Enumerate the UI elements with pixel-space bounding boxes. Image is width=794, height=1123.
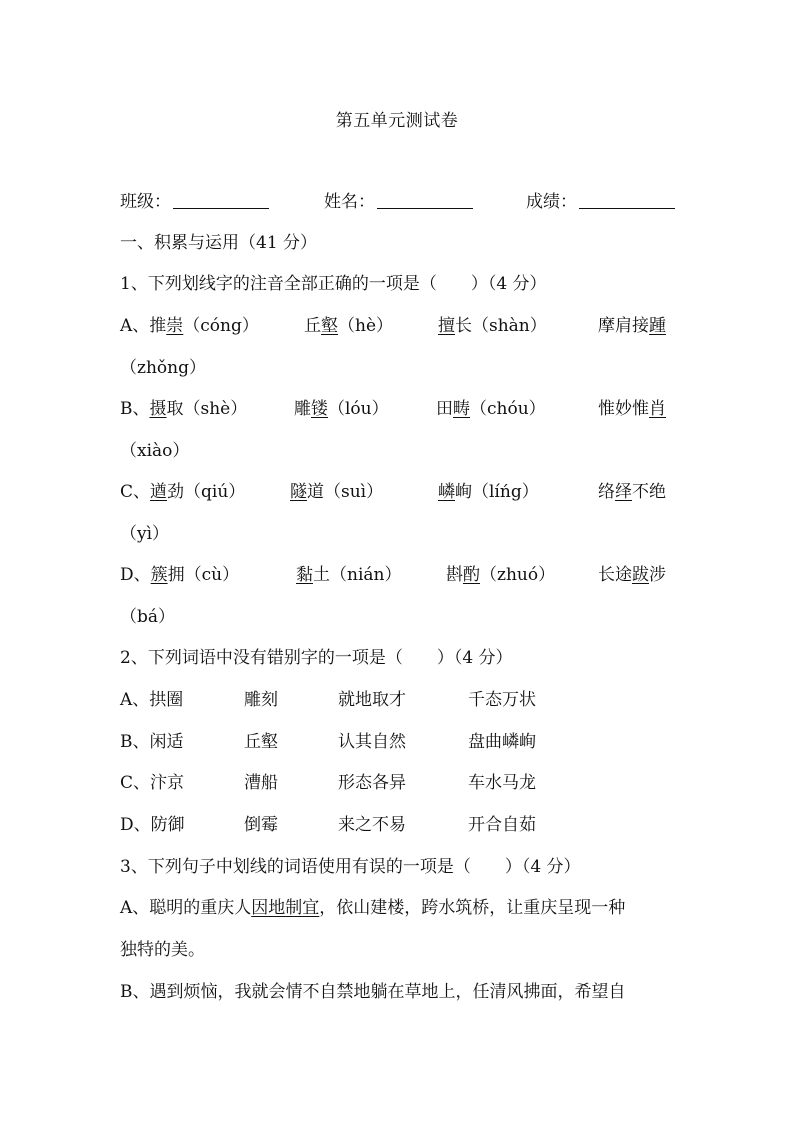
test-paper-page: 第五单元测试卷 班级： 姓名： 成绩： 一、积累与运用（41 分） 1、下列划线字的注音全部正确的一项是（ ）（4 分） A、推崇（cóng） 丘壑（hè） 擅长（shàn） 摩肩接踵 （zhǒng） B、摄取（shè） 雕镂（lóu） 田畴（chóu） 惟妙惟肖 （xiào） C、遒劲（qiú） 隧道（suì） 嶙峋（líńg） 络绎不绝 （yì） D、簇拥（cù） 黏土（nián） 斟酌（zhuó） 长途跋涉 （bá） 2、下列词语中没有错别字的一项是（ ）（4 分） A、拱圈 雕刻 就地取才 千态万状 B、闲适 丘壑 认其自然 盘曲嶙峋 C、汴京 漕船 形态各异 车水马龙 D、防御 倒霉 来之不易 开合自茹 3、下列句子中划线的词语使用有误的一项是（ ）（4 分） A、聪明的重庆人因地制宜，依山建楼，跨水筑桥，让重庆呈现一种 独特的美。 B、遇到烦恼，我就会情不自禁地躺在草地上，任清风拂面，希望自 (0, 0, 794, 1123)
class-blank[interactable] (173, 190, 269, 209)
name-field (324, 190, 473, 214)
question-2-stem: 2、下列词语中没有错别字的一项是（ ）（4 分） (120, 648, 513, 668)
q3-option-b: B、遇到烦恼，我就会情不自禁地躺在草地上，任清风拂面，希望自 (120, 982, 626, 1002)
q1-option-a-wrap: （zhǒng） (120, 358, 206, 378)
q1-option-d-wrap: （bá） (120, 607, 176, 627)
q3-b-word: 情不自禁 (285, 982, 354, 1002)
class-label: 班级： (120, 192, 171, 212)
question-1-stem: 1、下列划线字的注音全部正确的一项是（ ）（4 分） (120, 274, 547, 294)
q3-option-a-wrap: 独特的美。 (120, 940, 205, 960)
q3-option-a: A、聪明的重庆人因地制宜，依山建楼，跨水筑桥，让重庆呈现一种 (120, 898, 626, 918)
q3-a-underlined-word: 因地制宜 (251, 898, 320, 918)
score-label: 成绩： (526, 192, 577, 212)
name-blank[interactable] (377, 190, 473, 209)
score-blank[interactable] (579, 190, 675, 209)
page-title: 第五单元测试卷 (335, 111, 459, 131)
q1-option-b-wrap: （xiào） (120, 441, 190, 461)
class-field (120, 190, 269, 214)
question-3-stem: 3、下列句子中划线的词语使用有误的一项是（ ）（4 分） (120, 857, 581, 877)
q1-option-c-wrap: （yì） (120, 524, 170, 544)
score-field (526, 190, 675, 214)
section-heading: 一、积累与运用（41 分） (120, 233, 318, 253)
name-label: 姓名： (324, 192, 375, 212)
